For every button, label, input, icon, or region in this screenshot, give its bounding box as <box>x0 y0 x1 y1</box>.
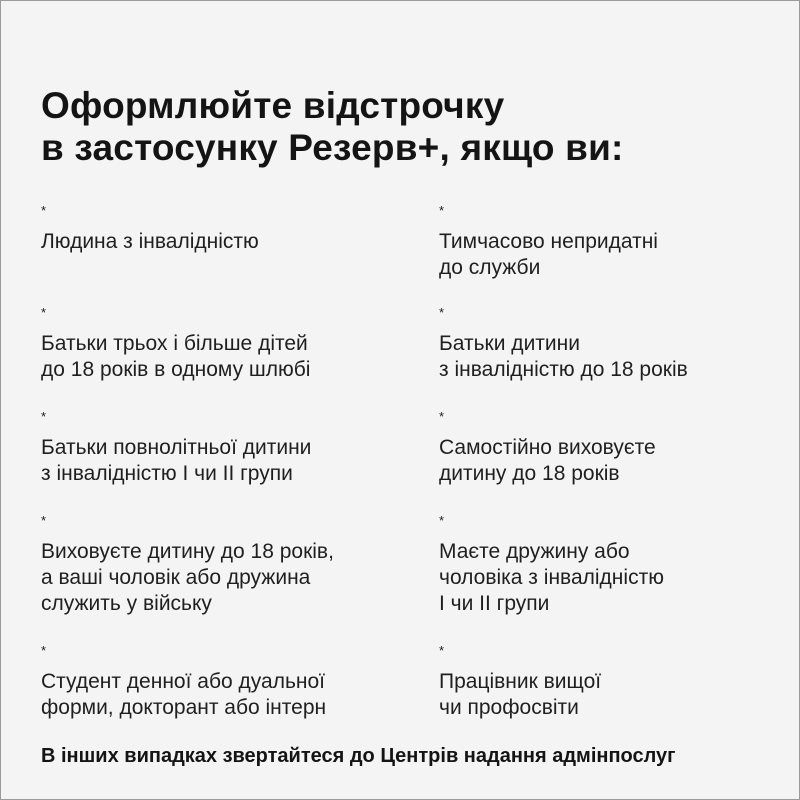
list-item-line: Маєте дружину або <box>439 540 630 563</box>
list-item-line: Батьки дитини <box>439 332 580 355</box>
list-item-line: Батьки повнолітньої дитини <box>41 436 312 459</box>
list-item-line: з інвалідністю до 18 років <box>439 358 688 381</box>
list-item-line: до служби <box>439 256 541 279</box>
list-item-line: Батьки трьох і більше дітей <box>41 332 308 355</box>
list-item-line: служить у війську <box>41 592 212 615</box>
list-item-single-parent <box>439 411 789 487</box>
bullet-asterisk: * <box>41 203 47 218</box>
list-item-line: дитину до 18 років <box>439 462 620 485</box>
list-item-child-with-disability <box>439 307 789 383</box>
list-item-line: Самостійно виховуєте <box>439 436 656 459</box>
list-item-line: I чи II групи <box>439 592 550 615</box>
list-item-text <box>41 229 391 255</box>
list-item-text <box>439 229 789 281</box>
list-item-line: з інвалідністю I чи II групи <box>41 462 293 485</box>
list-item-spouse-disability <box>439 515 789 617</box>
list-item-education-worker <box>439 645 789 721</box>
list-item-text <box>439 539 789 617</box>
list-item-line: Студент денної або дуальної <box>41 670 326 693</box>
list-item-text <box>439 669 789 721</box>
list-item-line: до 18 років в одному шлюбі <box>41 358 311 381</box>
list-item-temporarily-unfit <box>439 205 789 281</box>
list-item-text <box>41 539 391 617</box>
list-item-line: Працівник вищої <box>439 670 602 693</box>
title-line-2: в застосунку Резерв+, якщо ви: <box>41 127 624 168</box>
bullet-asterisk: * <box>41 513 47 528</box>
list-item-student <box>41 645 391 721</box>
footer-note: В інших випадках звертайтеся до Центрів надання адмінпослуг <box>41 745 676 767</box>
list-item-spouse-serving <box>41 515 391 617</box>
list-item-three-children <box>41 307 391 383</box>
bullet-asterisk: * <box>41 409 47 424</box>
bullet-asterisk: * <box>41 643 47 658</box>
list-item-line: форми, докторант або інтерн <box>41 696 327 719</box>
list-item-text <box>41 669 391 721</box>
bullet-asterisk: * <box>439 643 445 658</box>
bullet-asterisk: * <box>439 305 445 320</box>
list-item-disability <box>41 205 391 255</box>
list-item-text <box>439 331 789 383</box>
list-item-text <box>41 435 391 487</box>
page-title <box>41 85 741 169</box>
bullet-asterisk: * <box>439 203 445 218</box>
list-item-text <box>439 435 789 487</box>
list-item-line: Тимчасово непридатні <box>439 230 658 253</box>
list-item-line: Людина з інвалідністю <box>41 230 259 253</box>
title-line-1: Оформлюйте відстрочку <box>41 85 505 126</box>
bullet-asterisk: * <box>439 513 445 528</box>
bullet-asterisk: * <box>41 305 47 320</box>
bullet-asterisk: * <box>439 409 445 424</box>
list-item-text <box>41 331 391 383</box>
list-item-adult-child-disability <box>41 411 391 487</box>
list-item-line: а ваші чоловік або дружина <box>41 566 311 589</box>
list-item-line: чоловіка з інвалідністю <box>439 566 664 589</box>
list-item-line: Виховуєте дитину до 18 років, <box>41 540 334 563</box>
list-item-line: чи профосвіти <box>439 696 579 719</box>
